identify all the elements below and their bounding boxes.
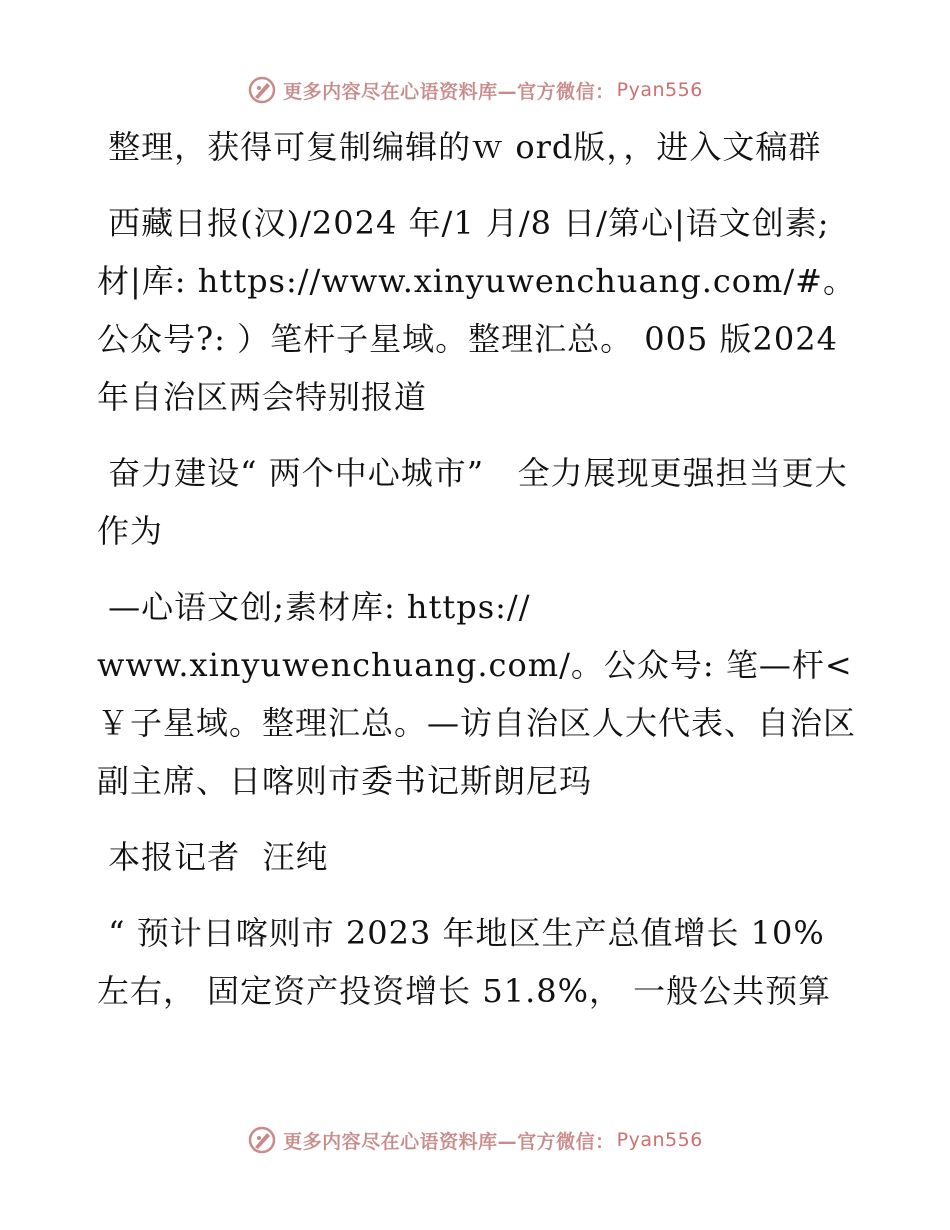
footer-watermark: [0, 1120, 950, 1160]
paragraph-4: —心语文创;素材库: https:// www.xinyuwenchuang.com/。公众号: 笔—杆<￥子星域。整理汇总。—访自治区人大代表、自治区副主席、日喀则市委书记斯朗尼玛: [97, 588, 857, 800]
paragraph-1: 整理，获得可复制编辑的ｗ ord版，，进入文稿群: [97, 128, 822, 166]
document-body: [97, 118, 857, 1020]
watermark-text: 更多内容尽在心语资料库—官方微信：: [283, 1130, 615, 1153]
header-watermark: [0, 70, 950, 110]
brand-logo-icon: [247, 1125, 277, 1155]
brand-logo-icon: [247, 75, 277, 105]
watermark-text: 更多内容尽在心语资料库—官方微信：: [283, 80, 615, 103]
paragraph-3: 奋力建设“ 两个中心城市” 全力展现更强担当更大作为: [97, 454, 848, 550]
paragraph-6: “ 预计日喀则市 2023 年地区生产总值增长 10%左右， 固定资产投资增长 51.8%， 一般公共预算: [97, 914, 832, 1010]
watermark-wechat-id: Pyan556: [616, 1129, 703, 1151]
paragraph-2: 西藏日报(汉)/2024 年/1 月/8 日/第心|语文创素;材|库: https://www.xinyuwenchuang.com/#。公众号?: ）笔杆子星域。整理汇总。 005 版2024年自治区两会特别报道: [97, 204, 856, 416]
watermark-wechat-id: Pyan556: [616, 79, 703, 101]
paragraph-byline: 本报记者 汪纯: [97, 838, 329, 876]
